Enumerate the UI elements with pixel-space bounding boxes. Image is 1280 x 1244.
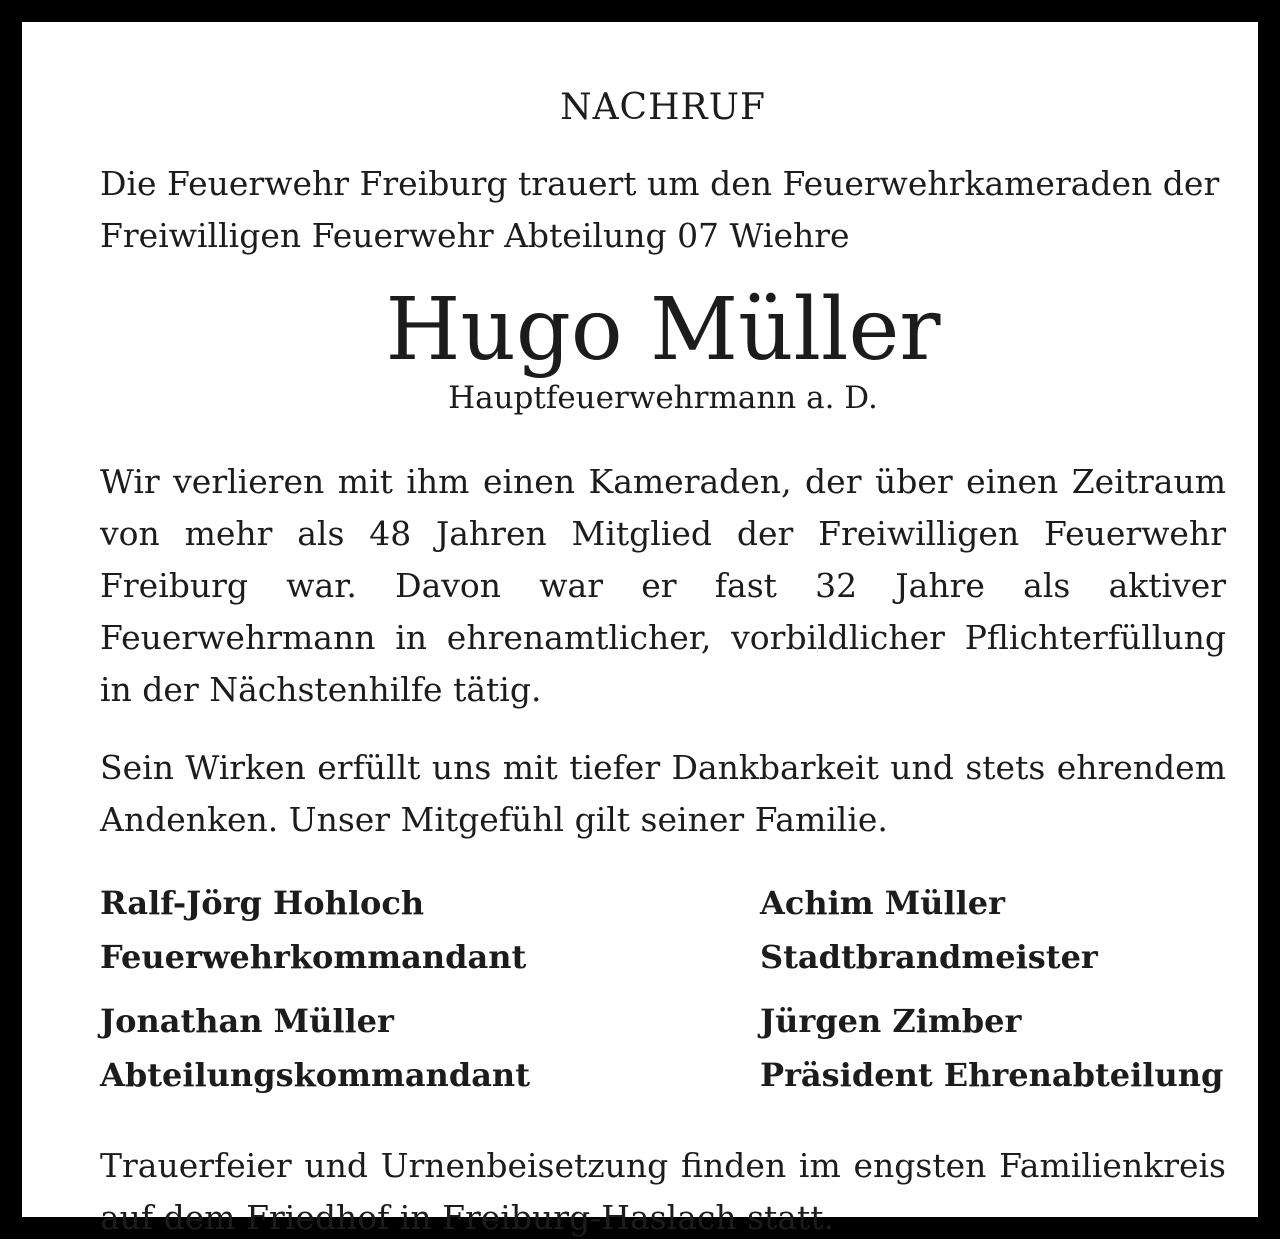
obituary-content (100, 72, 1226, 1244)
deceased-name: Hugo Müller (385, 280, 941, 380)
closing-text: Trauerfeier und Urnenbeisetzung finden im engsten Familienkreis auf dem Friedhof in Freiburg-Haslach statt. (100, 1146, 1226, 1237)
signatory-name: Ralf-Jörg Hohloch (100, 884, 425, 922)
signatory-name: Jürgen Zimber (760, 1002, 1022, 1040)
signatory-title: Abteilungskommandant (100, 1056, 530, 1094)
signatory-title: Stadtbrandmeister (760, 938, 1098, 976)
paragraph-gratitude: Sein Wirken erfüllt uns mit tiefer Dankbarkeit und stets ehrendem Andenken. Unser Mitgefühl gilt seiner Familie. (100, 748, 1226, 839)
signatory-name: Jonathan Müller (100, 1002, 394, 1040)
intro-line-2: Freiwilligen Feuerwehr Abteilung 07 Wiehre (100, 216, 850, 255)
signatory (760, 994, 1226, 1102)
signatory-title: Präsident Ehrenabteilung (760, 1056, 1224, 1094)
signatory (760, 876, 1226, 984)
deceased-rank: Hauptfeuerwehrmann a. D. (448, 380, 878, 416)
intro-text (100, 158, 1226, 262)
signatory (100, 994, 760, 1102)
paragraph-tribute: Wir verlieren mit ihm einen Kameraden, der über einen Zeitraum von mehr als 48 Jahren Mitglied der Freiwilligen Feuerwehr Freiburg war. Davon war er fast 32 Jahre als aktiver Feuerwehrmann in ehrenamtlicher, vorbildlicher Pflichterfüllung in der Nächstenhilfe tätig. (100, 462, 1226, 709)
heading: NACHRUF (560, 87, 766, 128)
signatory-title: Feuerwehrkommandant (100, 938, 527, 976)
signatories (100, 876, 1226, 1102)
intro-line-1: Die Feuerwehr Freiburg trauert um den Feuerwehrkameraden der (100, 164, 1220, 203)
signatory-name: Achim Müller (760, 884, 1005, 922)
signatory (100, 876, 760, 984)
